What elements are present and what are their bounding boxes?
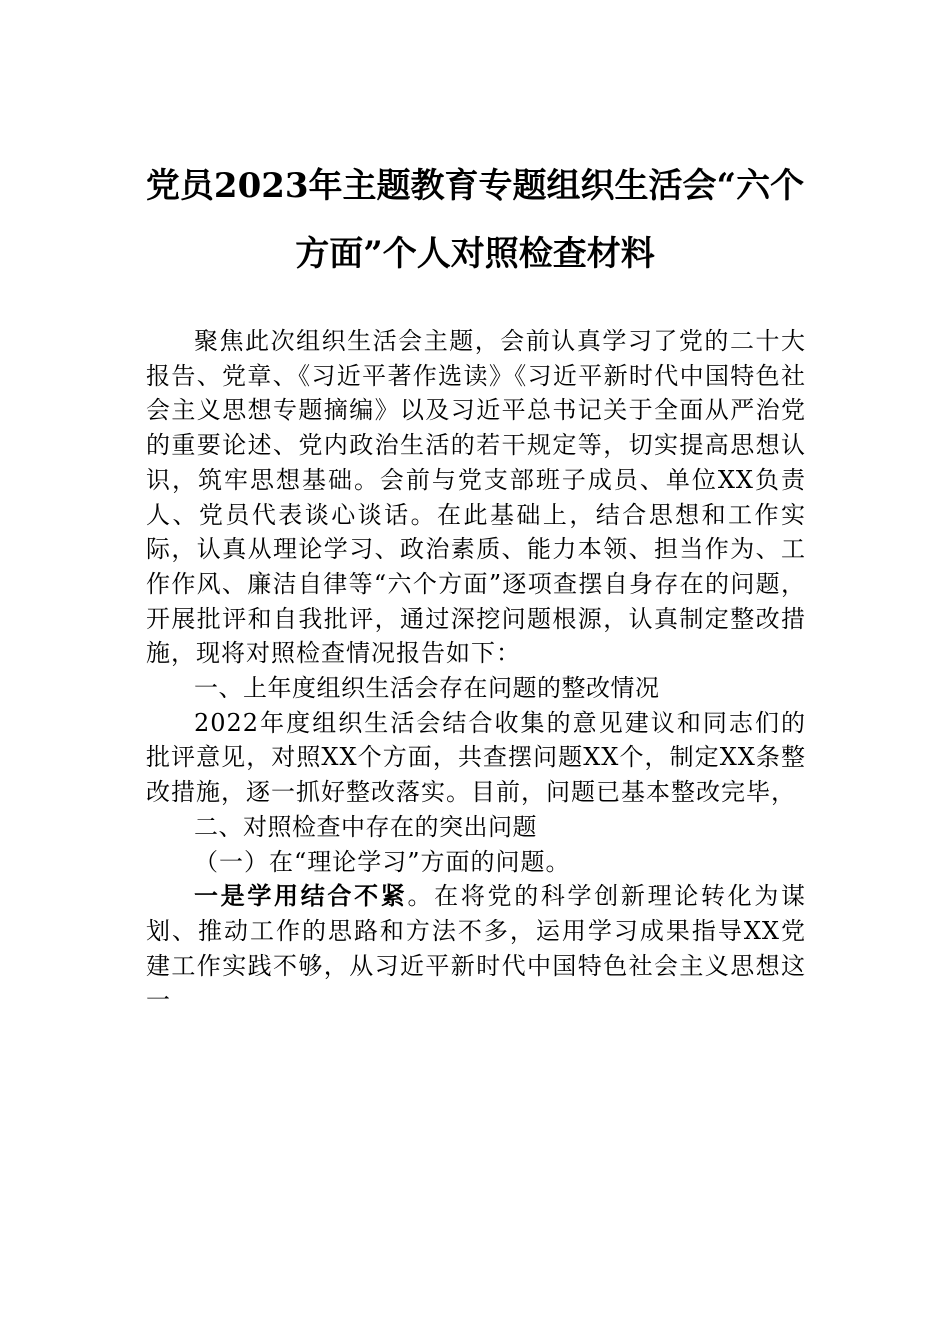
item-text: 。在将党的科学创新理论转化为谋划、推动工作的思路和方法不多，运用学习成果指导XX党建工作实践不够，从习近平新时代中国特色社会主义思想这一	[146, 882, 807, 1015]
item-lead: 一是学用结合不紧	[194, 882, 408, 911]
item-paragraph-1	[146, 879, 806, 1018]
document-body	[146, 324, 806, 1018]
section-heading-2: 二、对照检查中存在的突出问题	[194, 812, 537, 841]
intro-paragraph: 聚焦此次组织生活会主题，会前认真学习了党的二十大报告、党章、《习近平著作选读》《习近平新时代中国特色社会主义思想专题摘编》以及习近平总书记关于全面从严治党的重要论述、党内政治生活的若干规定等，切实提高思想认识，筑牢思想基础。会前与党支部班子成员、单位XX负责人、党员代表谈心谈话。在此基础上，结合思想和工作实际，认真从理论学习、政治素质、能力本领、担当作为、工作作风、廉洁自律等“六个方面”逐项查摆自身存在的问题，开展批评和自我批评，通过深挖问题根源，认真制定整改措施，现将对照检查情况报告如下：	[146, 327, 806, 668]
section-1-paragraph: 2022年度组织生活会结合收集的意见建议和同志们的批评意见，对照XX个方面，共查摆问题XX个，制定XX条整改措施，逐一抓好整改落实。目前，问题已基本整改完毕，	[146, 708, 806, 807]
subsection-heading: （一）在“理论学习”方面的问题。	[194, 847, 571, 876]
document-title: 党员2023年主题教育专题组织生活会“六个方面”个人对照检查材料	[145, 166, 805, 274]
section-heading-1: 一、上年度组织生活会存在问题的整改情况	[194, 674, 660, 703]
